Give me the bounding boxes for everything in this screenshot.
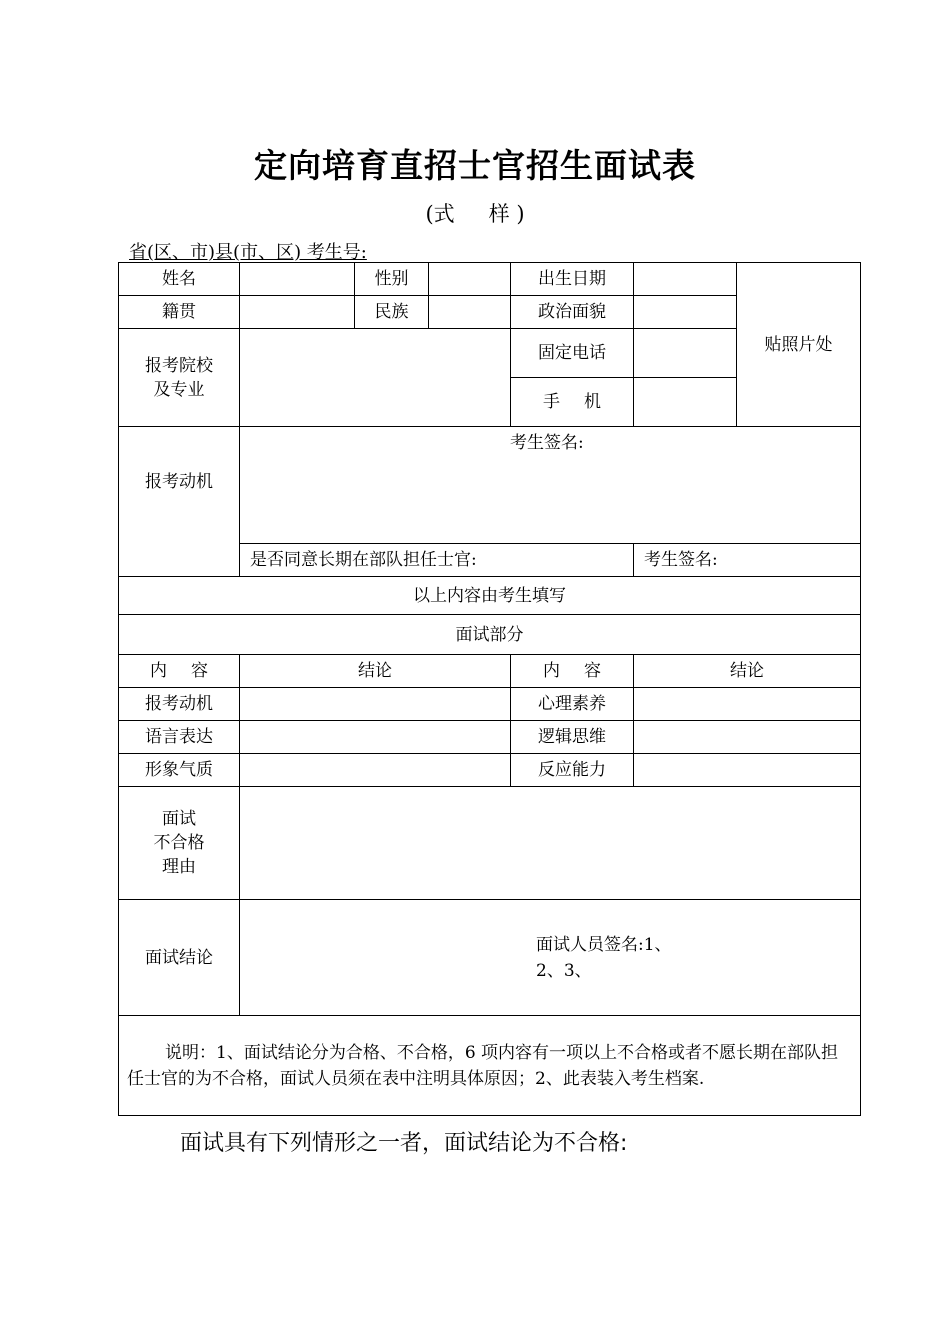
motive-label: 报考动机 [119, 427, 240, 577]
photo-placeholder [737, 263, 861, 427]
eval-result-logic[interactable] [634, 721, 861, 754]
content-header-right-part1: 内 [543, 661, 560, 681]
eval-result-psychology[interactable] [634, 688, 861, 721]
conclusion-header-right: 结论 [634, 655, 861, 688]
subtitle-close: 样 ) [488, 202, 525, 226]
interviewer-sign-line2: 2、3、 [536, 960, 592, 981]
content-header-right [511, 655, 634, 688]
political-status-label: 政治面貌 [511, 296, 634, 329]
school-major-field[interactable] [240, 329, 511, 427]
eval-item-logic: 逻辑思维 [511, 721, 634, 754]
school-label-line2: 及专业 [153, 379, 205, 400]
school-major-label [119, 329, 240, 427]
interviewer-sign-line1: 面试人员签名:1、 [536, 934, 672, 955]
ethnicity-label: 民族 [355, 296, 429, 329]
gender-label: 性别 [355, 263, 429, 296]
mobile-label [511, 378, 634, 427]
mobile-label-part2: 机 [584, 392, 601, 412]
native-place-field[interactable] [240, 296, 355, 329]
content-header-left-part1: 内 [150, 661, 167, 681]
interview-section-header: 面试部分 [119, 615, 861, 655]
fail-reason-label [119, 787, 240, 900]
content-header-left [119, 655, 240, 688]
registration-line-text: 省(区、市)县(市、区) 考生号: [129, 242, 367, 263]
native-place-label: 籍贯 [119, 296, 240, 329]
mobile-label-part1: 手 [543, 392, 560, 412]
agree-long-term-label: 是否同意长期在部队担任士官: [240, 544, 634, 577]
gender-field[interactable] [429, 263, 511, 296]
content-header-left-part2: 容 [191, 661, 208, 681]
landline-field[interactable] [634, 329, 737, 378]
birth-date-field[interactable] [634, 263, 737, 296]
mobile-field[interactable] [634, 378, 737, 427]
interviewer-signature-field[interactable] [240, 900, 861, 1016]
fail-reason-line2: 不合格 [153, 833, 205, 853]
eval-item-motive: 报考动机 [119, 688, 240, 721]
registration-line [129, 238, 367, 264]
fail-reason-line1: 面试 [162, 809, 196, 829]
political-status-field[interactable] [634, 296, 737, 329]
eval-result-reaction[interactable] [634, 754, 861, 787]
motive-field[interactable] [240, 427, 861, 544]
eval-item-psychology: 心理素养 [511, 688, 634, 721]
candidate-signature-label-2: 考生签名: [634, 544, 861, 577]
ethnicity-field[interactable] [429, 296, 511, 329]
page-subtitle [0, 198, 950, 228]
school-label-line1: 报考院校 [145, 355, 213, 376]
eval-result-expression[interactable] [240, 721, 511, 754]
eval-item-expression: 语言表达 [119, 721, 240, 754]
eval-item-appearance: 形象气质 [119, 754, 240, 787]
interview-conclusion-label: 面试结论 [119, 900, 240, 1016]
photo-label: 贴照片处 [764, 335, 833, 355]
birth-date-label: 出生日期 [511, 263, 634, 296]
eval-item-reaction: 反应能力 [511, 754, 634, 787]
fail-reason-line3: 理由 [162, 857, 196, 877]
eval-result-motive[interactable] [240, 688, 511, 721]
name-field[interactable] [240, 263, 355, 296]
instructions-note-text: 说明：1、面试结论分为合格、不合格，6 项内容有一项以上不合格或者不愿长期在部队担任士官的为不合格，面试人员须在表中注明具体原因；2、此表装入考生档案. [127, 1042, 839, 1089]
instructions-note [119, 1016, 861, 1116]
name-label: 姓名 [119, 263, 240, 296]
content-header-right-part2: 容 [584, 661, 601, 681]
candidate-fill-note: 以上内容由考生填写 [119, 577, 861, 615]
fail-reason-field[interactable] [240, 787, 861, 900]
interview-form-table [118, 262, 861, 1116]
footer-heading: 面试具有下列情形之一者，面试结论为不合格: [180, 1131, 628, 1156]
eval-result-appearance[interactable] [240, 754, 511, 787]
candidate-signature-label: 考生签名: [510, 433, 584, 453]
page-title: 定向培育直招士官招生面试表 [254, 146, 696, 185]
subtitle-open: (式 [425, 202, 455, 226]
conclusion-header-left: 结论 [240, 655, 511, 688]
landline-label: 固定电话 [511, 329, 634, 378]
